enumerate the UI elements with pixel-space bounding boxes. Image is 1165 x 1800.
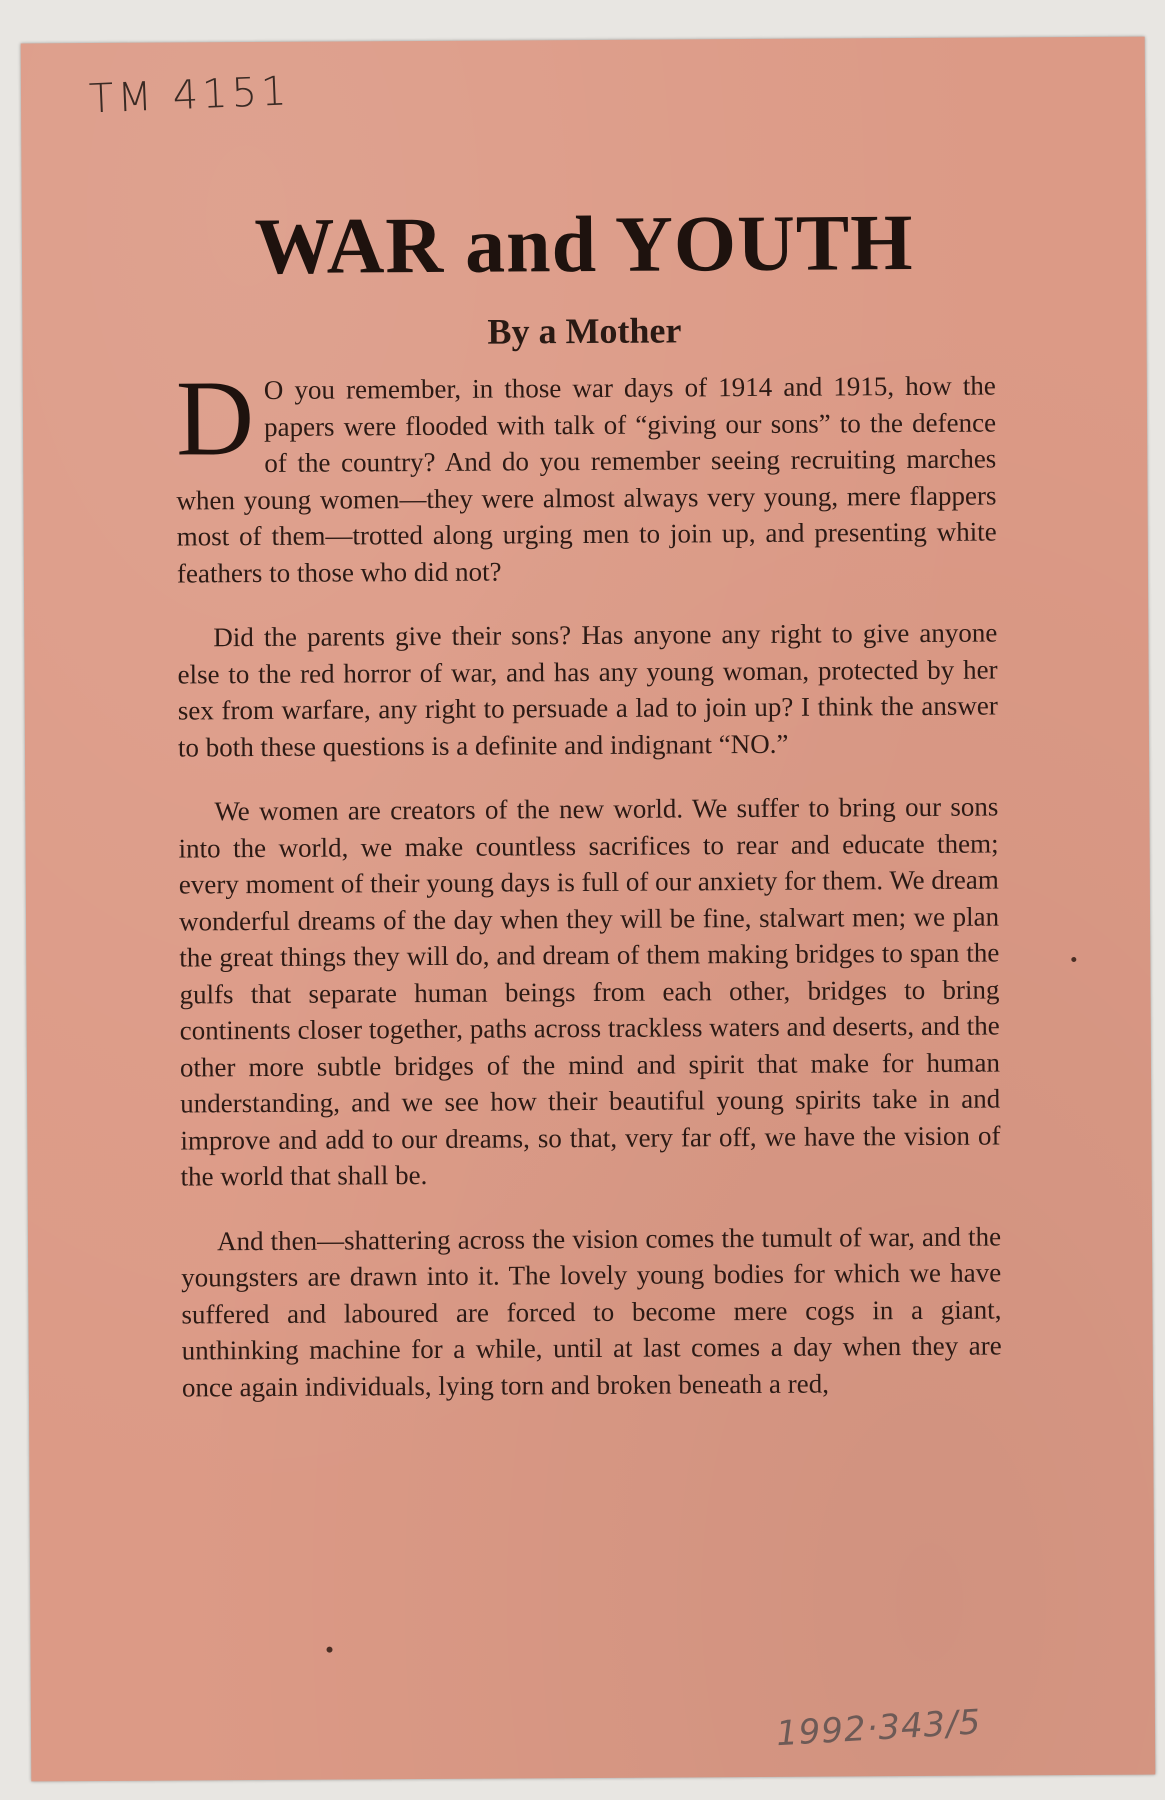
paragraph-1	[175, 359, 997, 591]
handwritten-accession-number: 1992·343/5	[775, 1702, 983, 1755]
paragraph-3: We women are creators of the new world. We suffer to bring our sons into the world, we make countless sacrifices to rear and educate them; every moment of their young days is full of our anxiety for them. We dream wonderful dreams of the day when they will be fine, stalwart men; we plan the great things they will do, and dream of them making bridges to span the gulfs that separate human beings from each other, bridges to bring continents closer together, paths across trackless waters and deserts, and the other more subtle bridges of the mind and spirit that make for human understanding, and we see how their beautiful young spirits take in and improve and add to our dreams, so that, very far off, we have the vision of the world that shall be.	[178, 791, 1001, 1192]
leaflet-title: WAR and YOUTH	[254, 199, 914, 292]
drop-cap-letter: D	[175, 359, 255, 479]
paragraph-4: And then—shattering across the vision comes the tumult of war, and the youngsters are drawn into it. The lovely young bodies for which we have suffered and laboured are forced to become mere cogs in a giant, unthinking machine for a while, until at last comes a day when they are once again individuals, lying torn and broken beneath a red,	[181, 1220, 1002, 1402]
paragraph-1-text: O you remember, in those war days of 1914 and 1915, how the papers were flooded with talk of “giving our sons” to the defence of the country? And do you remember seeing recruiting marches when young women—they were almost always very young, mere flappers most of them—trotted along urging men to join up, and presenting white feathers to those who did not?	[176, 370, 997, 589]
handwritten-catalog-number: TM 4151	[88, 68, 292, 123]
ink-spot	[1071, 957, 1076, 962]
leaflet-page	[21, 37, 1156, 1782]
ink-spot	[327, 1647, 333, 1653]
leaflet-body	[175, 359, 1002, 1433]
paragraph-2: Did the parents give their sons? Has anyone any right to give anyone else to the red horror of war, and has any young woman, protected by her sex from warfare, any right to persuade a lad to join up? I think the answer to both these questions is a definite and indignant “NO.”	[177, 617, 998, 763]
leaflet-byline: By a Mother	[487, 310, 682, 352]
